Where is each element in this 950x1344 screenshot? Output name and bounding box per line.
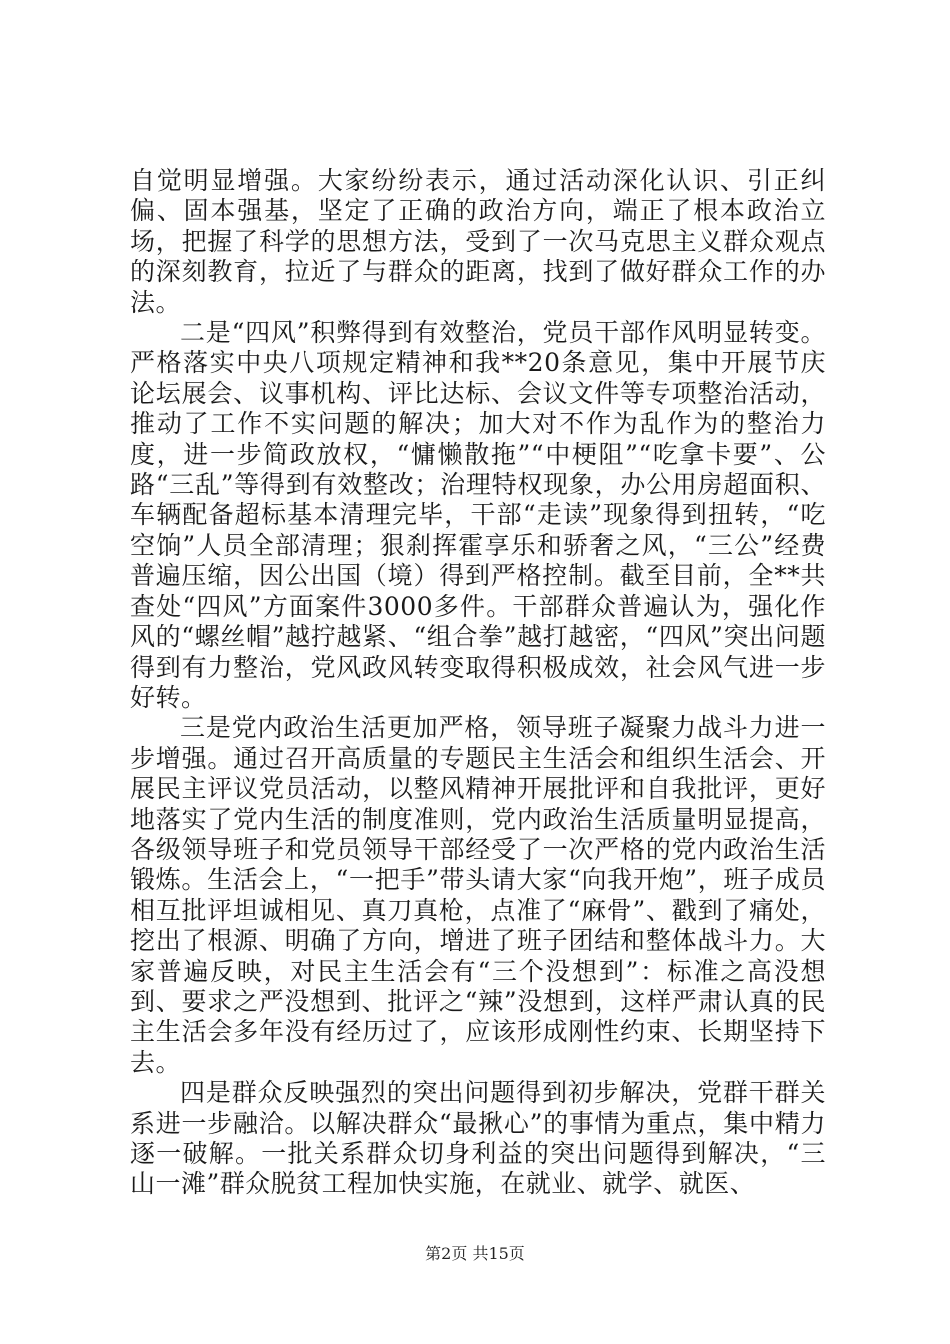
- paragraph-four-winds: 二是“四风”积弊得到有效整治，党员干部作风明显转变。严格落实中央八项规定精神和我**20条意见，集中开展节庆论坛展会、议事机构、评比达标、会议文件等专项整治活动，推动了工作不实问题的解决；加大对不作为乱作为的整治力度，进一步简政放权，“慵懒散拖”“中梗阻”“吃拿卡要”、公路“三乱”等得到有效整改；治理特权现象，办公用房超面积、车辆配备超标基本清理完毕，干部“走读”现象得到扭转，“吃空饷”人员全部清理；狠刹挥霍享乐和骄奢之风，“三公”经费普遍压缩，因公出国（境）得到严格控制。截至目前，全**共查处“四风”方面案件3000多件。干部群众普遍认为，强化作风的“螺丝帽”越拧越紧、“组合拳”越打越密，“四风”突出问题得到有力整治，党风政风转变取得积极成效，社会风气进一步好转。: [130, 318, 826, 712]
- paragraph-continued: 自觉明显增强。大家纷纷表示，通过活动深化认识、引正纠偏、固本强基，坚定了正确的政治方向，端正了根本政治立场，把握了科学的思想方法，受到了一次马克思主义群众观点的深刻教育，拉近了与群众的距离，找到了做好群众工作的办法。: [130, 166, 826, 317]
- paragraph-mass-issues: 四是群众反映强烈的突出问题得到初步解决，党群干群关系进一步融洽。以解决群众“最揪心”的事情为重点，集中精力逐一破解。一批关系群众切身利益的突出问题得到解决，“三山一滩”群众脱贫工程加快实施，在就业、就学、就医、: [130, 1078, 826, 1199]
- paragraph-inner-party-life: 三是党内政治生活更加严格，领导班子凝聚力战斗力进一步增强。通过召开高质量的专题民主生活会和组织生活会、开展民主评议党员活动，以整风精神开展批评和自我批评，更好地落实了党内生活的制度准则，党内政治生活质量明显提高，各级领导班子和党员领导干部经受了一次严格的党内政治生活锻炼。生活会上，“一把手”带头请大家“向我开炮”，班子成员相互批评坦诚相见、真刀真枪，点准了“麻骨”、戳到了痛处，挖出了根源、明确了方向，增进了班子团结和整体战斗力。大家普遍反映，对民主生活会有“三个没想到”：标准之高没想到、要求之严没想到、批评之“辣”没想到，这样严肃认真的民主生活会多年没有经历过了，应该形成刚性约束、长期坚持下去。: [130, 713, 826, 1077]
- document-body: [130, 166, 826, 1200]
- page-number-footer: 第2页 共15页: [425, 1244, 525, 1263]
